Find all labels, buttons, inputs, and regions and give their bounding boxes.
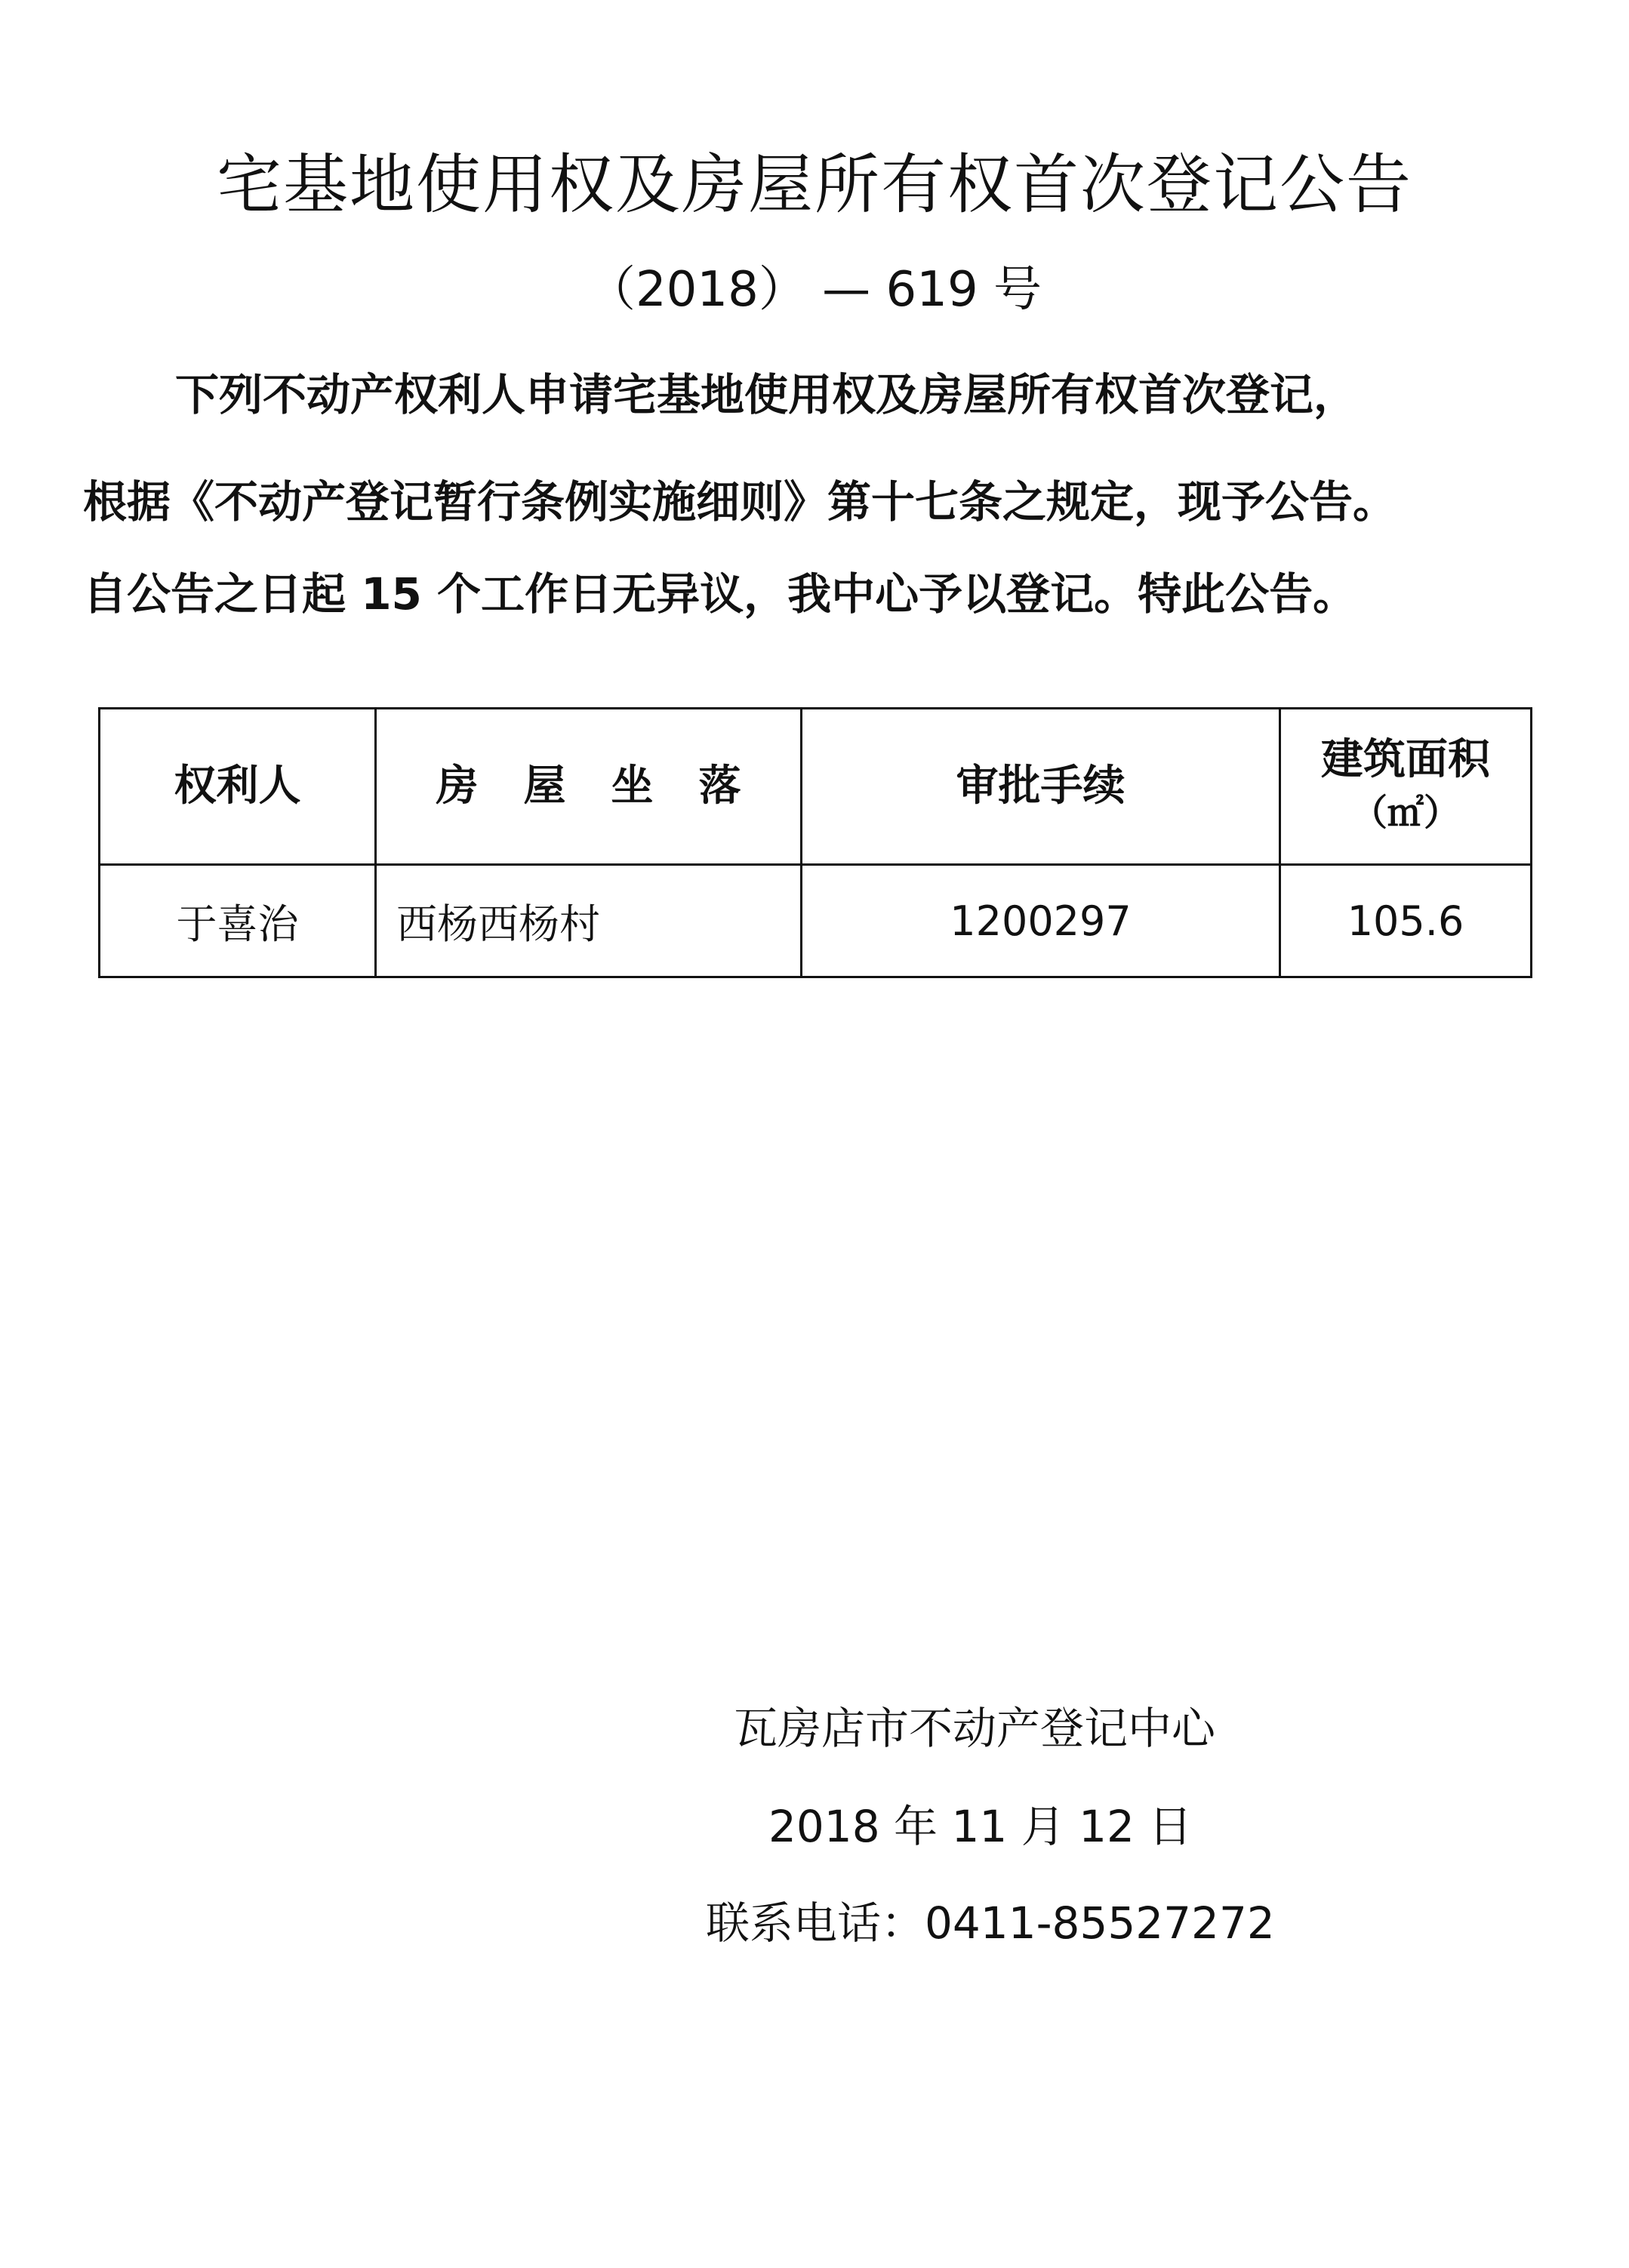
header-approval: 审批手续 — [802, 709, 1280, 865]
issuing-organization: 瓦房店市不动产登记中心 — [734, 1703, 1216, 1754]
header-area-unit: （㎡） — [1350, 792, 1460, 834]
table-row — [100, 865, 1532, 977]
intro-line-1: 下列不动产权利人申请宅基地使用权及房屋所有权首次登记， — [175, 369, 1358, 420]
notice-title: 宅基地使用权及房屋所有权首次登记公告 — [217, 147, 1412, 223]
header-location: 房屋坐落 — [376, 709, 802, 865]
table-header-row — [100, 709, 1532, 865]
cell-owner: 于喜治 — [100, 865, 376, 977]
registration-table — [98, 707, 1532, 978]
header-area — [1280, 709, 1532, 865]
header-owner: 权利人 — [100, 709, 376, 865]
header-area-label: 建筑面积 — [1321, 735, 1490, 784]
contact-phone: 联系电话：0411-85527272 — [706, 1897, 1275, 1949]
notice-number: （2018） — 619 号 — [587, 262, 1042, 318]
intro-line-3: 自公告之日起 15 个工作日无异议，我中心予以登记。特此公告。 — [83, 568, 1357, 620]
intro-line-2: 根据《不动产登记暂行条例实施细则》第十七条之规定，现予公告。 — [83, 476, 1397, 528]
cell-location: 西杨西杨村 — [376, 865, 802, 977]
cell-area: 105.6 — [1280, 865, 1532, 977]
issue-date: 2018 年 11 月 12 日 — [768, 1801, 1193, 1852]
cell-approval: 1200297 — [802, 865, 1280, 977]
